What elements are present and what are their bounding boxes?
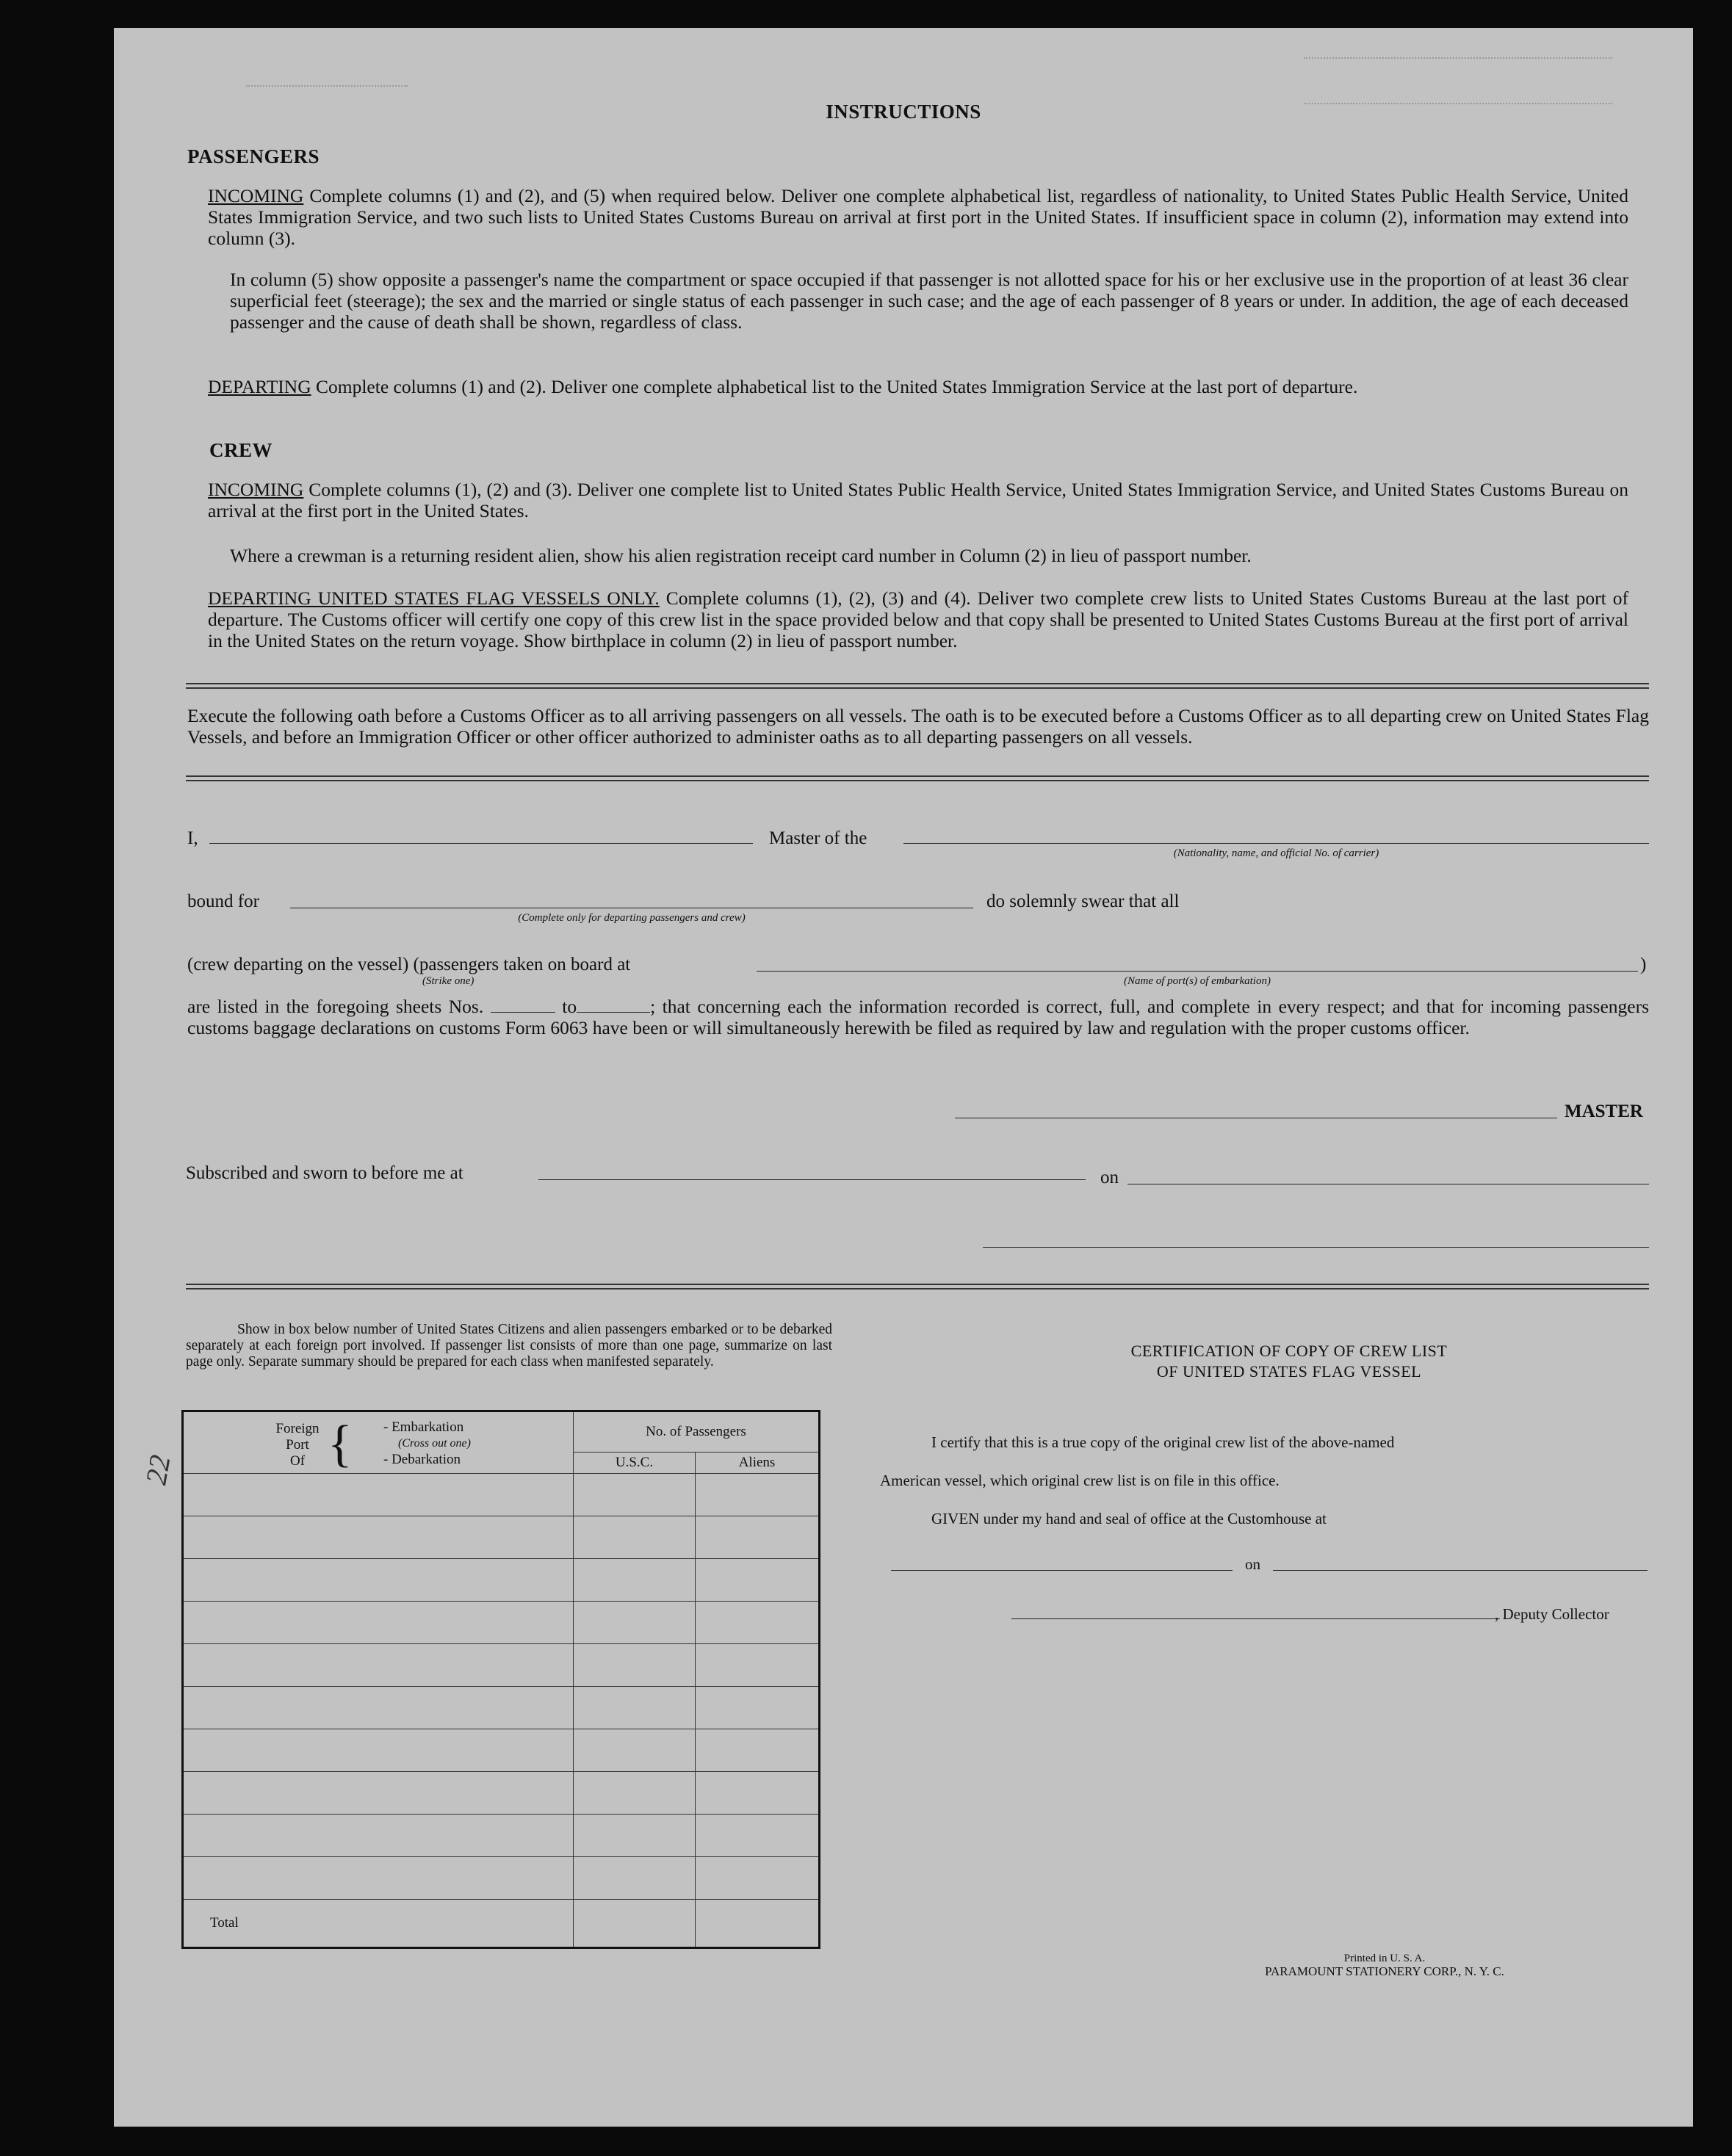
port-cell[interactable] <box>183 1558 574 1601</box>
usc-cell[interactable] <box>574 1643 696 1686</box>
total-label: Total <box>210 1914 239 1931</box>
certification-title-2: OF UNITED STATES FLAG VESSEL <box>1156 1362 1422 1381</box>
total-row <box>183 1899 820 1947</box>
sworn-place-field[interactable] <box>538 1179 1086 1180</box>
port-cell[interactable] <box>183 1771 574 1814</box>
deputy-collector-label: , Deputy Collector <box>1495 1605 1609 1623</box>
embarkation-label: - Embarkation <box>383 1419 464 1435</box>
foreign-label: Foreign <box>275 1421 320 1436</box>
table-row <box>183 1856 820 1899</box>
close-paren: ) <box>1640 955 1647 974</box>
certification-line-1: I certify that this is a true copy of the original crew list of the above-named <box>931 1433 1395 1451</box>
certification-title-1: CERTIFICATION OF COPY OF CREW LIST <box>1130 1342 1448 1360</box>
embarkation-ports-field[interactable] <box>757 971 1638 972</box>
aliens-cell[interactable] <box>696 1473 820 1516</box>
summary-header-row-1 <box>183 1411 820 1453</box>
deputy-signature-field[interactable] <box>1011 1618 1500 1619</box>
officer-signature-field[interactable] <box>983 1247 1649 1248</box>
usc-cell[interactable] <box>574 1729 696 1771</box>
port-cell[interactable] <box>183 1643 574 1686</box>
listed-to: to <box>562 996 577 1017</box>
passengers-departing-label: DEPARTING <box>208 376 311 397</box>
ports-note: (Name of port(s) of embarkation) <box>1124 975 1271 987</box>
port-label: Port <box>286 1437 309 1453</box>
usc-cell[interactable] <box>574 1473 696 1516</box>
divider-1 <box>186 683 1649 689</box>
certification-title <box>959 1341 1620 1382</box>
aliens-cell[interactable] <box>696 1558 820 1601</box>
table-row <box>183 1516 820 1558</box>
passengers-incoming-label: INCOMING <box>208 185 304 206</box>
passengers-incoming-text: Complete columns (1) and (2), and (5) when required below. Deliver one complete alphabetical list, regardless of nationality, to United States Public Health Service, United States Immigration Service, and two such lists to United States Customs Bureau on arrival at first port in the United States. If insufficient space in column (2), information may extend into column (3). <box>208 185 1628 249</box>
crew-incoming-text: Complete columns (1), (2) and (3). Deliver one complete list to United States Public Health Service, United States Immigration Service, and United States Customs Bureau on arrival at the first port in the United States. <box>208 479 1628 521</box>
crew-departing <box>208 587 1628 651</box>
customhouse-field[interactable] <box>891 1570 1233 1571</box>
certification-line-2: American vessel, which original crew list is on file in this office. <box>880 1472 1280 1489</box>
carrier-note: (Nationality, name, and official No. of carrier) <box>1173 847 1379 859</box>
crew-departing-label: (crew departing on the vessel) (passengers taken on board at <box>187 955 631 974</box>
usc-cell[interactable] <box>574 1516 696 1558</box>
sheet-to-field[interactable] <box>577 999 650 1013</box>
aliens-cell[interactable] <box>696 1516 820 1558</box>
oath-i-label: I, <box>187 828 198 848</box>
certification-on-label: on <box>1245 1555 1260 1573</box>
crew-heading: CREW <box>209 439 273 461</box>
of-label: Of <box>289 1453 306 1469</box>
master-of-the-label: Master of the <box>769 828 867 848</box>
aliens-cell[interactable] <box>696 1814 820 1856</box>
table-row <box>183 1771 820 1814</box>
aliens-cell[interactable] <box>696 1856 820 1899</box>
bound-for-label: bound for <box>187 891 259 911</box>
passengers-column5-text: In column (5) show opposite a passenger's name the compartment or space occupied if that passenger is not allotted space for his or her exclusive use in the proportion of at least 36 clear superficial feet (steerage); the sex and the married or single status of each passenger in such case; and the age of each passenger of 8 years or under. In addition, the age of each deceased passenger and the cause of death shall be shown, regardless of class. <box>230 269 1628 333</box>
crew-resident <box>230 545 1628 566</box>
instructions-title: INSTRUCTIONS <box>826 101 981 123</box>
port-cell[interactable] <box>183 1516 574 1558</box>
usc-cell[interactable] <box>574 1686 696 1729</box>
usc-cell[interactable] <box>574 1814 696 1856</box>
aliens-cell[interactable] <box>696 1686 820 1729</box>
aliens-cell[interactable] <box>696 1729 820 1771</box>
usc-cell[interactable] <box>574 1558 696 1601</box>
total-label-cell <box>183 1899 574 1947</box>
usc-cell[interactable] <box>574 1771 696 1814</box>
printer-imprint <box>1179 1952 1590 1978</box>
crew-incoming-label: INCOMING <box>208 479 304 500</box>
port-cell[interactable] <box>183 1729 574 1771</box>
total-usc-cell[interactable] <box>574 1899 696 1947</box>
bleed-through-header-left <box>246 63 408 87</box>
usc-cell[interactable] <box>574 1601 696 1643</box>
crew-departing-label: DEPARTING UNITED STATES FLAG VESSELS ONLY. <box>208 587 660 609</box>
usc-cell[interactable] <box>574 1856 696 1899</box>
aliens-header: Aliens <box>696 1452 820 1473</box>
debarkation-label: - Debarkation <box>383 1452 461 1467</box>
sworn-on-label: on <box>1100 1168 1119 1187</box>
foreign-port-label <box>264 1421 331 1469</box>
certification-line-3: GIVEN under my hand and seal of office at the Customhouse at <box>931 1510 1327 1527</box>
port-cell[interactable] <box>183 1686 574 1729</box>
certification-date-field[interactable] <box>1273 1570 1648 1571</box>
port-cell[interactable] <box>183 1473 574 1516</box>
passengers-departing-text: Complete columns (1) and (2). Deliver one complete alphabetical list to the United States Immigration Service at the last port of departure. <box>311 376 1358 397</box>
crew-resident-text: Where a crewman is a returning resident alien, show his alien registration receipt card number in Column (2) in lieu of passport number. <box>230 545 1252 566</box>
master-label: MASTER <box>1565 1101 1643 1121</box>
strike-one-note: (Strike one) <box>422 975 475 987</box>
usc-header: U.S.C. <box>574 1452 696 1473</box>
passengers-heading: PASSENGERS <box>187 145 320 167</box>
sheet-from-field[interactable] <box>491 999 555 1013</box>
table-row <box>183 1558 820 1601</box>
table-row <box>183 1814 820 1856</box>
table-row <box>183 1686 820 1729</box>
carrier-field[interactable] <box>903 843 1649 844</box>
bleed-through-header-right <box>1304 57 1612 104</box>
aliens-cell[interactable] <box>696 1771 820 1814</box>
handwritten-margin-note: 22 <box>139 1452 177 1488</box>
passengers-departing <box>208 376 1628 397</box>
summary-instructions: Show in box below number of United States Citizens and alien passengers embarked or to be debarked separately at each foreign port involved. If passenger list consists of more than one page, summarize on last page only. Separate summary should be prepared for each class when manifested separately. <box>186 1322 832 1370</box>
port-cell[interactable] <box>183 1856 574 1899</box>
divider-3 <box>186 1284 1649 1289</box>
aliens-cell[interactable] <box>696 1601 820 1643</box>
table-row <box>183 1473 820 1516</box>
swear-label: do solemnly swear that all <box>986 891 1180 911</box>
subscribed-label: Subscribed and sworn to before me at <box>186 1163 463 1183</box>
form-page <box>114 28 1693 2127</box>
master-name-field[interactable] <box>209 843 753 844</box>
port-cell[interactable] <box>183 1814 574 1856</box>
port-cell[interactable] <box>183 1601 574 1643</box>
listed-text-b: ; that concerning each the information recorded is correct, full, and complete in every respect; and that for incoming passengers customs baggage declarations on customs Form 6063 have been or will simultaneously herewith be filed as required by law and regulation with the proper customs officer. <box>187 996 1650 1038</box>
table-row <box>183 1729 820 1771</box>
cross-out-note: (Cross out one) <box>398 1437 471 1450</box>
divider-2 <box>186 775 1649 781</box>
total-aliens-cell[interactable] <box>696 1899 820 1947</box>
printer-line-1: Printed in U. S. A. <box>1343 1953 1426 1964</box>
no-passengers-header: No. of Passengers <box>574 1411 820 1453</box>
brace-icon: { <box>328 1416 353 1472</box>
foreign-port-header <box>183 1411 574 1474</box>
crew-incoming <box>208 479 1628 521</box>
oath-listed <box>187 996 1649 1038</box>
passengers-column5 <box>230 269 1628 333</box>
bound-note: (Complete only for departing passengers and crew) <box>518 912 746 924</box>
printer-line-2: PARAMOUNT STATIONERY CORP., N. Y. C. <box>1265 1964 1504 1978</box>
listed-text-a: are listed in the foregoing sheets Nos. <box>187 996 484 1017</box>
summary-table <box>181 1410 820 1949</box>
crew-departing-text: Complete columns (1), (2), (3) and (4). Deliver two complete crew lists to United States Customs Bureau at the last port of departure. The Customs officer will certify one copy of this crew list in the space provided below and that copy shall be presented to United States Customs Bureau at the first port of arrival in the United States on the return voyage. Show birthplace in column (2) in lieu of passport number. <box>208 587 1628 651</box>
aliens-cell[interactable] <box>696 1643 820 1686</box>
oath-intro: Execute the following oath before a Customs Officer as to all arriving passengers on all vessels. The oath is to be executed before a Customs Officer as to all departing crew on United States Flag Vessels, and before an Immigration Officer or other officer authorized to administer oaths as to all departing passengers on all vessels. <box>187 705 1649 748</box>
table-row <box>183 1643 820 1686</box>
table-row <box>183 1601 820 1643</box>
passengers-incoming <box>208 185 1628 249</box>
embark-debark-label <box>383 1419 471 1468</box>
